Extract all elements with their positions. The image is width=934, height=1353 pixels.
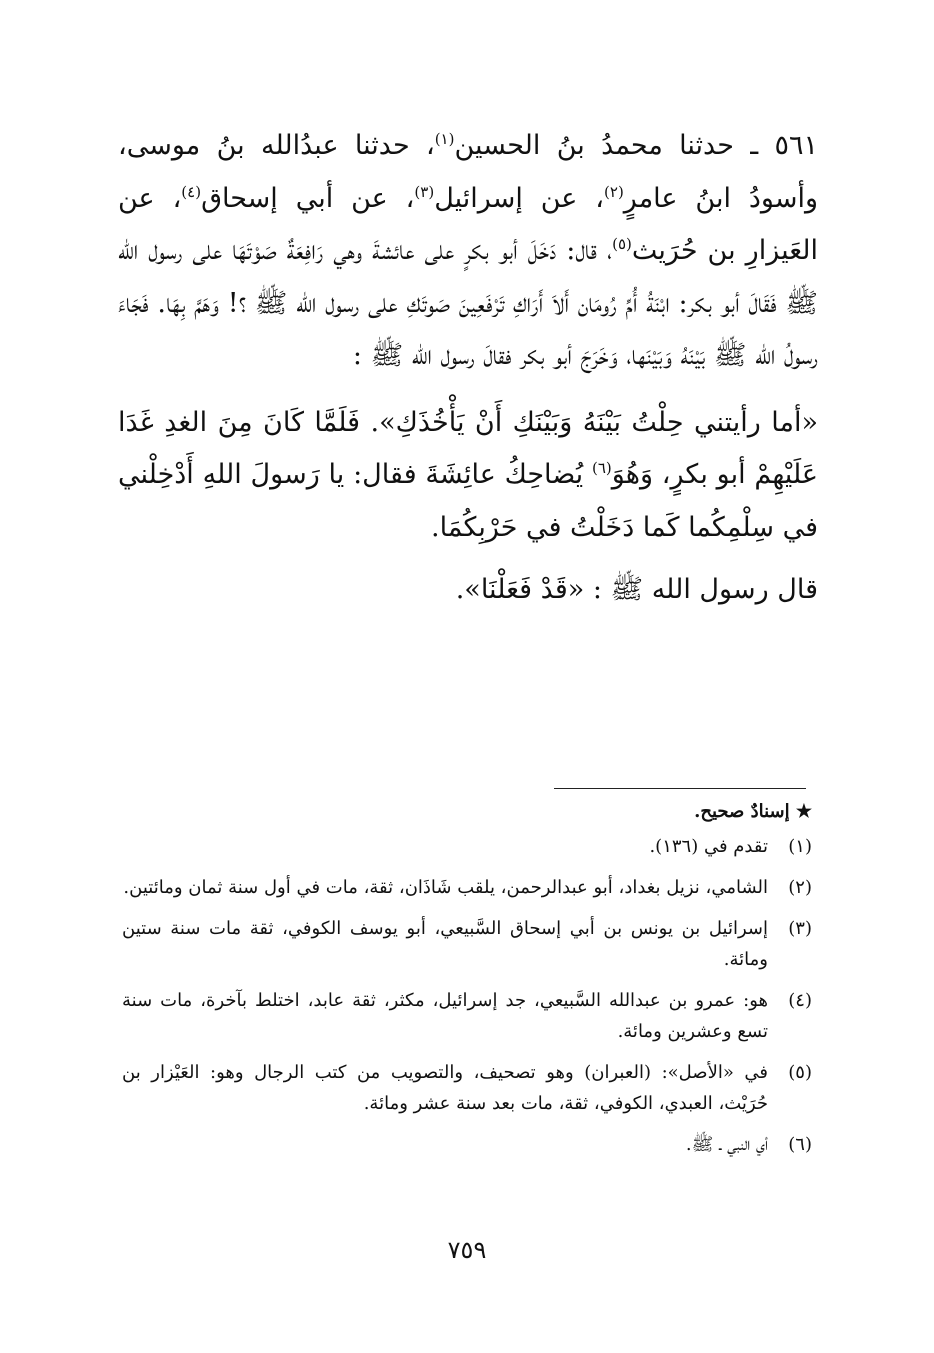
hadith-text-segment: ، قال: دَخَلَ أبو بكرٍ على عائشةَ وهي رَافِعَةٌ صَوْتَهَا على رسول الله ﷺ فَقَالَ أبو بكر: ابْنَةُ أُمِّ رُومَان أَلاَ أَرَاكِ تَرْفَعِينَ صَوتَكِ على رسول الله ﷺ ؟! وَهَمَّ بِهَا. فَجَاءَ رسولُ الله ﷺ بَيْنَهُ وَبَيْنَها، وَخَرَجَ أبو بكر فقالَ رسول الله ﷺ : [118, 235, 818, 371]
footnote-item [122, 1057, 812, 1119]
hadith-text-segment: ، عن العَيزارِ بن حُرَيث [118, 182, 819, 266]
hadith-paragraph-1 [118, 120, 818, 383]
footnote-number: (٣) [788, 918, 812, 939]
footnote-number: (٤) [788, 990, 812, 1011]
footnote-divider [554, 788, 806, 789]
footnotes [122, 796, 812, 1170]
hadith-paragraph-2 [118, 397, 818, 555]
footnote-number: (٦) [788, 1134, 812, 1155]
footnote-text: هو: عمرو بن عبدالله السَّبيعي، جد إسرائيل، مكثر، ثقة عابد، اختلط بآخرة، مات سنة تسع وعشرين ومائة. [122, 990, 768, 1042]
hadith-text-segment: «أما رأيتني حِلْتُ بَيْنَهُ وَبَيْنَكِ أَنْ يَأْخُذَكِ». فَلَمَّا كَانَ مِنَ الغدِ غَدَا عَلَيْهِمْ أبو بكرٍ، وَهُوَ [118, 406, 818, 490]
footnote-number: (٥) [788, 1062, 812, 1083]
isnad-grading: ★ إسنادٌ صحيح. [694, 801, 812, 822]
footnote-ref-4: (٤) [181, 182, 202, 201]
hadith-text-segment: يُضاحِكُ عائِشَةَ فقال: يا رَسولَ اللهِ أَدْخِلْني في سِلْمِكُما كَما دَخَلْتُ في حَرْبِكُمَا. [118, 459, 818, 543]
footnote-ref-6: (٦) [592, 459, 612, 477]
footnote-item [122, 913, 812, 975]
footnote-ref-5: (٥) [612, 235, 632, 253]
footnote-text: أي النبي ـ ﷺ. [685, 1134, 768, 1155]
footnote-text: تقدم في (١٣٦). [649, 836, 768, 857]
hadith-text-segment: ، عن أبي إسحاق [201, 182, 415, 214]
footnote-ref-3: (٣) [414, 182, 435, 201]
footnote-item [122, 985, 812, 1047]
footnote-item [122, 1129, 812, 1160]
footnote-number: (٢) [788, 877, 812, 898]
hadith-text-segment: ٥٦١ ـ حدثنا محمدُ بنُ الحسين [454, 130, 818, 161]
hadith-paragraph-3: قال رسول الله ﷺ : «قَدْ فَعَلْنَا». [455, 574, 818, 605]
footnote-text: إسرائيل بن يونس بن أبي إسحاق السَّبيعي، أبو يوسف الكوفي، ثقة مات سنة ستين ومائة. [122, 918, 768, 970]
footnote-number: (١) [788, 836, 812, 857]
hadith-text [118, 120, 818, 617]
footnote-text: في «الأصل»: (العبران) وهو تصحيف، والتصويب من كتب الرجال وهو: العَيْزار بن حُرَيْث، العبدي، الكوفي، ثقة، مات بعد سنة عشر ومائة. [122, 1062, 768, 1114]
hadith-text-segment: ، عن إسرائيل [434, 182, 605, 214]
footnote-item [122, 831, 812, 862]
footnote-text: الشامي، نزيل بغداد، أبو عبدالرحمن، يلقب شَاذَان، ثقة، مات في أول سنة ثمان ومائتين. [123, 877, 768, 898]
footnote-ref-2: (٢) [604, 182, 624, 201]
footnote-item [122, 872, 812, 903]
hadith-text-segment: ، حدثنا عبدُالله بنُ موسى، وأسودُ ابنُ عامرٍ [118, 130, 818, 214]
footnote-ref-1: (١) [434, 130, 455, 148]
page-number: ٧٥٩ [447, 1236, 487, 1264]
